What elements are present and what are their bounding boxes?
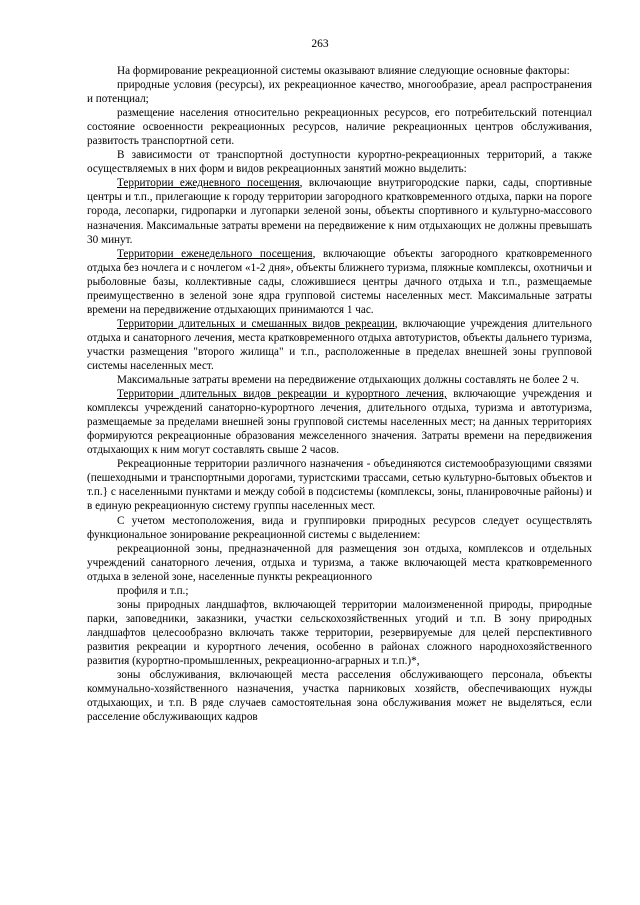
page-number: 263 [311,38,329,50]
paragraph: Территории длительных видов рекреации и курортного лечения, включающие учреждения и комплексы учреждений санаторно-курортного лечения, длительного отдыха, туризма и автотуризма, размещаемые за пределами внешней зоны групповой системы населенных мест; на данных территориях формируются рекреационные образования межселенного значения. Затраты времени на передвижения отдыхающих к ним могут составлять свыше 2 часов. [87,388,592,457]
paragraph: Территории ежедневного посещения, включающие внутригородские парки, сады, спортивные центры и т.п., прилегающие к городу территории загородного кратковременного отдыха, парки на пороге города, лесопарки, гидропарки и лугопарки зеленой зоны, объекты спортивного и культурно-массового назначения. Максимальные затраты времени на передвижение к ним отдыхающих не должны превышать 30 минут. [87,177,592,246]
paragraph: Территории длительных и смешанных видов рекреации, включающие учреждения длительного отдыха и санаторного лечения, места кратковременного отдыха автотуристов, объекты дальнего туризма, участки размещения "второго жилища" и т.п., расположенные в пределах внешней зоны групповой системы населенных мест. [87,317,593,372]
paragraph: В зависимости от транспортной доступности курортно-рекреационных территорий, а также осуществляемых в них форм и видов рекреационных занятий можно выделить: [87,149,592,176]
underlined-term: Территории еженедельного посещения [117,247,313,260]
document-body [87,64,592,724]
paragraph: рекреационной зоны, предназначенной для размещения зон отдыха, комплексов и отдельных учреждений санаторного лечения, отдыха и туризма, а также включающей места кратковременного отдыха в зеленой зоне, населенные пункты рекреационного [87,542,592,583]
paragraph: С учетом местоположения, вида и группировки природных ресурсов следует осуществлять функциональное зонирование рекреационной системы с выделением: [87,514,592,541]
paragraph: зоны природных ландшафтов, включающей территории малоизмененной природы, природные парки, заповедники, заказники, участки сельскохозяйственных угодий и т.п. В зону природных ландшафтов целесообразно включать также территории, резервируемые для целей перспективного развития рекреации и курортного лечения, особенно в районах сложного народнохозяйственного развития (курортно-промышленных, рекреационно-аграрных и т.п.)*, [87,598,592,667]
paragraph: Территории еженедельного посещения, включающие объекты загородного кратковременного отдыха без ночлега и с ночлегом «1-2 дня», объекты ближнего туризма, пляжные комплексы, охотничьи и рыболовные базы, коллективные сады, сложившиеся центры дачного отдыха и т.п., размещаемые преимущественно в зеленой зоне ядра групповой системы населенных мест. Максимальные затраты времени на передвижение отдыхающих принимаются 1 час. [87,247,592,316]
underlined-term: Территории длительных видов рекреации и курортного лечения, [117,388,447,401]
paragraph: На формирование рекреационной системы оказывают влияние следующие основные факторы: [117,65,570,77]
paragraph: профиля и т.п.; [117,584,189,597]
paragraph: природные условия (ресурсы), их рекреационное качество, многообразие, ареал распространения и потенциал; [87,79,592,106]
paragraph: Рекреационные территории различного назначения - объединяются системообразующими связями (пешеходными и транспортными дорогами, туристскими трассами, сетью культурно-бытовых объектов и т.п.} с населенными пунктами и между собой в подсистемы (комплексы, зоны, планировочные районы) и в единую рекреационную систему группы населенных мест. [87,458,592,513]
paragraph: размещение населения относительно рекреационных ресурсов, его потребительский потенциал состояние освоенности рекреационных ресурсов, наличие рекреационных центров обслуживания, развитость транспортной сети. [87,107,592,148]
underlined-term: Территории длительных и смешанных видов рекреации [117,317,395,330]
paragraph: Максимальные затраты времени на передвижение отдыхающих должны составлять не более 2 ч. [117,374,580,387]
paragraph: зоны обслуживания, включающей места расселения обслуживающего персонала, объекты коммунально-хозяйственного назначения, участка парниковых хозяйств, обеспечивающих нужды отдыхающих, и т.п. В ряде случаев самостоятельная зона обслуживания может не выделяться, если расселение обслуживающих кадров [87,669,592,724]
underlined-term: Территории ежедневного посещения [117,177,300,190]
